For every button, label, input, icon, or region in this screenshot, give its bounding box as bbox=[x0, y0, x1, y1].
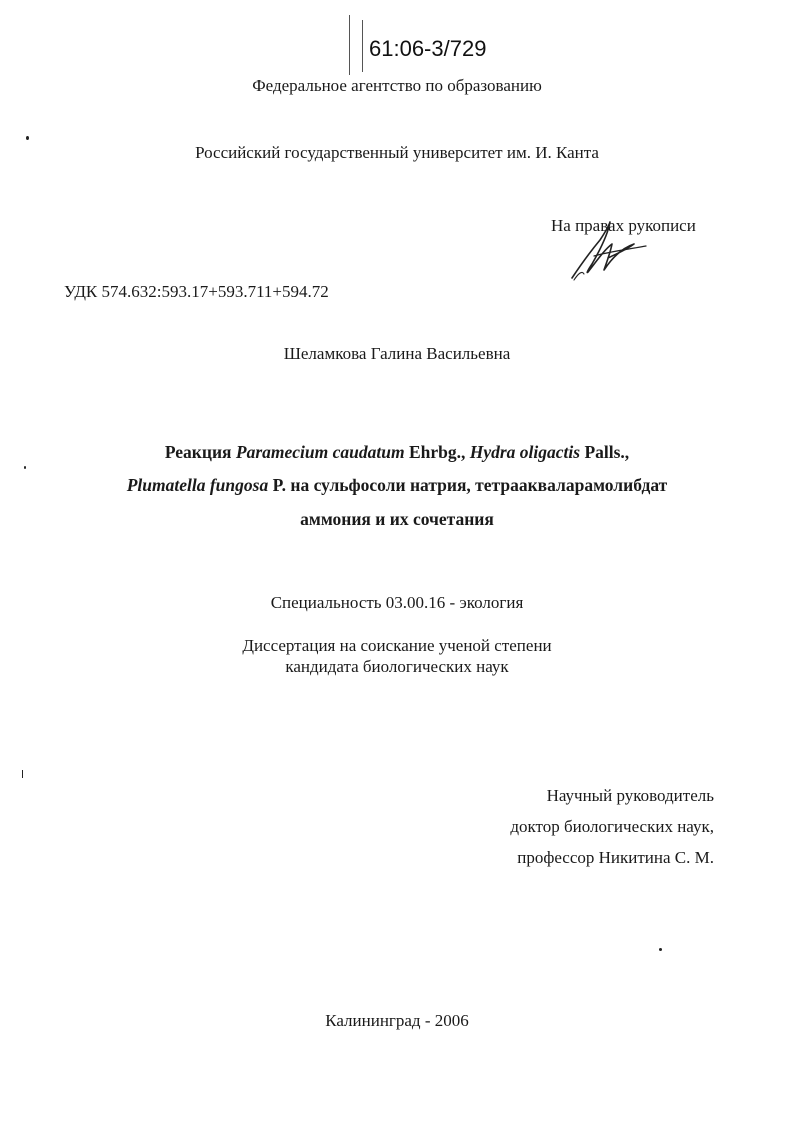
scan-speck bbox=[26, 136, 29, 140]
udc-code: УДК 574.632:593.17+593.711+594.72 bbox=[64, 282, 329, 301]
specialty: Специальность 03.00.16 - экология bbox=[270, 593, 524, 612]
species-name: Paramecium caudatum bbox=[235, 442, 405, 462]
city-year: Калининград - 2006 bbox=[325, 1011, 469, 1030]
agency-name: Федеральное агентство по образованию bbox=[252, 76, 542, 95]
title-line-2 bbox=[0, 475, 794, 496]
supervisor-role: Научный руководитель bbox=[546, 786, 714, 805]
species-name: Hydra oligactis bbox=[469, 442, 581, 462]
archive-number: 61:06-3/729 bbox=[369, 36, 487, 61]
species-name: Plumatella fungosa bbox=[126, 475, 269, 495]
signature bbox=[564, 214, 654, 286]
stamp-bracket-line bbox=[349, 15, 350, 75]
author-name: Шеламкова Галина Васильевна bbox=[283, 344, 511, 363]
scan-speck bbox=[22, 770, 23, 778]
supervisor-degree: доктор биологических наук, bbox=[510, 817, 714, 836]
species-authority: Palls., bbox=[584, 442, 630, 462]
degree-sought: кандидата биологических наук bbox=[285, 657, 509, 676]
dissertation-purpose: Диссертация на соискание ученой степени bbox=[242, 636, 552, 655]
title-word: Реакция bbox=[164, 442, 232, 462]
manuscript-rights: На правах рукописи bbox=[551, 216, 696, 235]
stamp-bracket-line bbox=[362, 20, 363, 72]
title-text: P. на сульфосоли натрия, тетраакваларамолибдат bbox=[272, 475, 668, 495]
title-line-3: аммония и их сочетания bbox=[300, 509, 494, 529]
scan-speck bbox=[659, 948, 662, 951]
university-name: Российский государственный университет им. И. Канта bbox=[195, 143, 599, 162]
supervisor-name: профессор Никитина С. М. bbox=[517, 848, 714, 867]
title-line-1 bbox=[0, 442, 794, 463]
scan-speck bbox=[24, 466, 26, 469]
species-authority: Ehrbg., bbox=[408, 442, 466, 462]
